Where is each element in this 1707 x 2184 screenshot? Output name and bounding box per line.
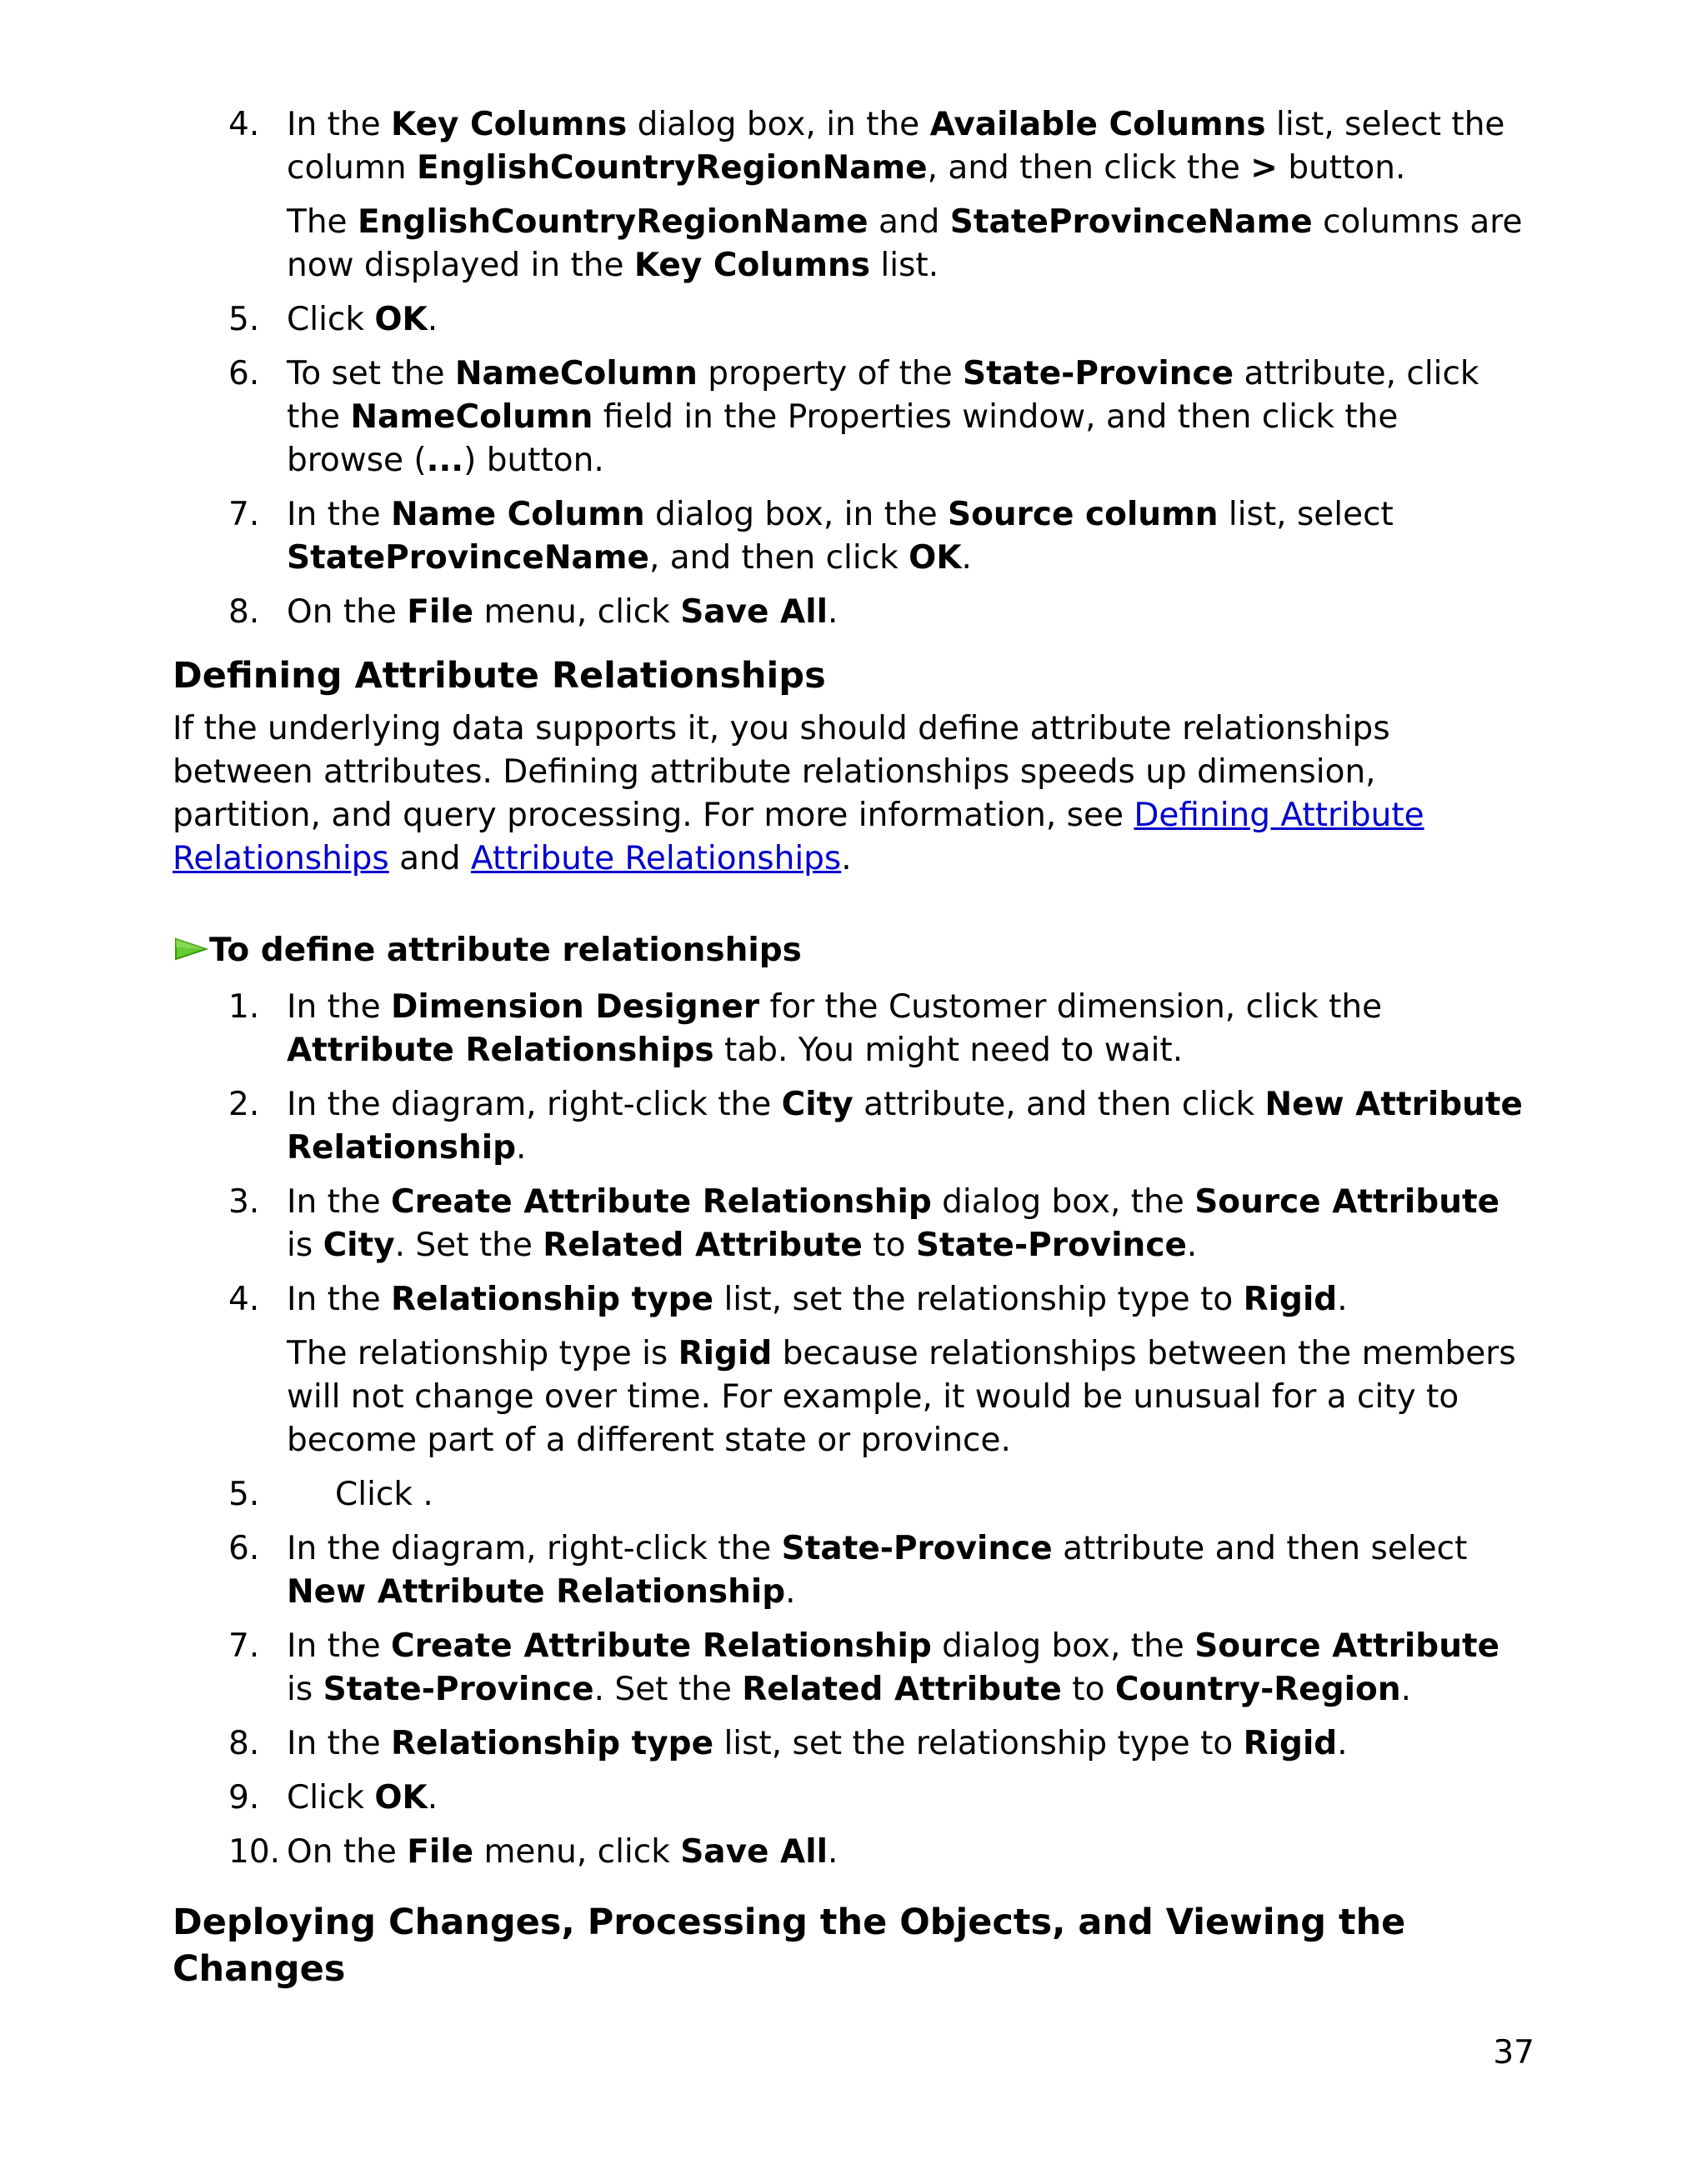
note-bold: Rigid: [678, 1335, 773, 1372]
step-text: .: [427, 301, 438, 338]
step-bold: File: [407, 1833, 474, 1871]
step-bold: Name Column: [391, 496, 645, 533]
step-number: 4.: [228, 106, 260, 143]
step-bold: City: [323, 1227, 395, 1264]
step-bold: Source column: [948, 496, 1219, 533]
step-number: 4.: [228, 1281, 260, 1318]
step-text: In the diagram, right-click the: [287, 1530, 782, 1567]
step-bold: New Attribute Relationship: [287, 1573, 786, 1611]
step-bold: Rigid: [1243, 1725, 1338, 1762]
para-text: and: [388, 840, 471, 877]
step-bold: Create Attribute Relationship: [391, 1183, 932, 1221]
step-bold: Create Attribute Relationship: [391, 1627, 932, 1665]
step-bold: Rigid: [1243, 1281, 1338, 1318]
step-5: [173, 298, 1523, 342]
step-text: dialog box, in the: [644, 496, 948, 533]
step-3: [173, 1181, 1523, 1267]
step-text: dialog box, the: [931, 1183, 1195, 1221]
step-text: attribute, click the: [287, 355, 1479, 436]
step-text: .: [827, 1833, 838, 1871]
step-text: In the: [287, 1627, 392, 1665]
step-number: 8.: [228, 1725, 260, 1762]
step-text: dialog box, in the: [627, 106, 930, 143]
step-bold: State-Province: [323, 1671, 594, 1708]
link-defining-attribute-relationships[interactable]: Defining Attribute Relationships: [173, 797, 1424, 877]
step-text: attribute, and then click: [853, 1086, 1265, 1123]
note-text: The: [287, 203, 358, 241]
para-text: If the underlying data supports it, you should define attribute relationships between attributes. Defining attribute relationships speeds up dimension, partition, and query processing. For more information, see: [173, 710, 1390, 834]
step-text: list, select: [1218, 496, 1394, 533]
note-bold: EnglishCountryRegionName: [357, 203, 869, 241]
step-text: Click: [287, 301, 375, 338]
step-number: 6.: [228, 355, 260, 392]
step-bold: State-Province: [781, 1530, 1053, 1567]
step-6b: [173, 1527, 1523, 1614]
step-8b: [173, 1722, 1523, 1766]
step-text: menu, click: [473, 593, 681, 631]
step-number: 1.: [228, 988, 260, 1026]
step-bold: Save All: [680, 593, 828, 631]
step-4: [173, 103, 1523, 190]
step-number: 5.: [228, 1476, 260, 1513]
step-text: , and then click the: [927, 149, 1251, 187]
step-1: [173, 986, 1523, 1072]
note-bold: Key Columns: [633, 247, 871, 284]
note-text: The relationship type is: [287, 1335, 678, 1372]
step-bold: EnglishCountryRegionName: [416, 149, 928, 187]
step-text: .: [785, 1573, 796, 1611]
note-text: list.: [870, 247, 939, 284]
step-bold: Related Attribute: [543, 1227, 863, 1264]
step-bold: StateProvinceName: [287, 539, 649, 577]
step-10b: [173, 1831, 1523, 1874]
step-number: 2.: [228, 1086, 260, 1123]
step-7: [173, 493, 1523, 580]
step-5b: [173, 1473, 1523, 1517]
step-text: dialog box, the: [931, 1627, 1195, 1665]
step-text: field in the Properties window, and then click the browse (: [287, 398, 1399, 479]
step-bold: Save All: [680, 1833, 828, 1871]
procedure-title-text: To define attribute relationships: [209, 932, 802, 969]
step-text: attribute and then select: [1052, 1530, 1468, 1567]
step-text: .: [427, 1779, 438, 1817]
step-2: [173, 1083, 1523, 1170]
step-bold: City: [781, 1086, 854, 1123]
step-4b: [173, 1278, 1523, 1322]
step-4-note: [287, 201, 1523, 287]
step-text: to: [1061, 1671, 1115, 1708]
step-bold: State-Province: [963, 355, 1234, 392]
step-text: list, set the relationship type to: [713, 1725, 1244, 1762]
note-text: and: [868, 203, 950, 241]
step-bold: Source Attribute: [1194, 1627, 1500, 1665]
arrow-right-icon: [173, 936, 209, 966]
step-text: .: [1186, 1227, 1198, 1264]
step-text: On the: [287, 1833, 408, 1871]
section-heading: Defining Attribute Relationships: [173, 655, 826, 697]
step-text: In the: [287, 1183, 392, 1221]
step-bold: OK: [374, 1779, 428, 1817]
steps-list-1: [173, 103, 1523, 634]
step-9b: [173, 1777, 1523, 1820]
step-number: 9.: [228, 1779, 260, 1817]
step-bold: OK: [374, 301, 428, 338]
step-text: In the diagram, right-click the: [287, 1086, 782, 1123]
note-text: columns are now displayed in the: [287, 203, 1523, 284]
step-bold: ...: [426, 442, 464, 479]
step-bold: Related Attribute: [742, 1671, 1062, 1708]
step-text: button.: [1277, 149, 1406, 187]
step-text: .: [827, 593, 838, 631]
step-text: list, set the relationship type to: [713, 1281, 1244, 1318]
step-text: list, select the column: [287, 106, 1505, 187]
steps-list-2: [173, 986, 1523, 1874]
step-text: .: [1337, 1725, 1348, 1762]
step-number: 7.: [228, 496, 260, 533]
intro-paragraph: [173, 707, 1523, 881]
step-4b-note: [287, 1332, 1523, 1462]
step-bold: New Attribute Relationship: [287, 1086, 1523, 1167]
step-text: tab. You might need to wait.: [713, 1032, 1184, 1069]
step-text: In the: [287, 1281, 392, 1318]
step-text: To set the: [287, 355, 455, 392]
step-text: In the: [287, 988, 392, 1026]
step-text: In the: [287, 106, 392, 143]
page-number: 37: [1493, 2034, 1534, 2072]
step-bold: Attribute Relationships: [287, 1032, 714, 1069]
step-bold: Dimension Designer: [391, 988, 760, 1026]
note-bold: StateProvinceName: [949, 203, 1313, 241]
step-6: [173, 352, 1523, 482]
step-text: .: [1400, 1671, 1412, 1708]
step-text: On the: [287, 593, 408, 631]
step-text: .: [1337, 1281, 1348, 1318]
step-bold: OK: [909, 539, 962, 577]
step-bold: Relationship type: [391, 1281, 714, 1318]
step-text: , and then click: [648, 539, 909, 577]
step-text: . Set the: [394, 1227, 543, 1264]
step-number: 6.: [228, 1530, 260, 1567]
step-number: 10.: [228, 1833, 281, 1871]
step-bold: State-Province: [915, 1227, 1187, 1264]
step-7b: [173, 1625, 1523, 1712]
step-text: for the Customer dimension, click the: [759, 988, 1383, 1026]
step-bold: File: [407, 593, 474, 631]
step-bold: NameColumn: [350, 398, 593, 436]
step-text: property of the: [697, 355, 963, 392]
step-text: ) button.: [463, 442, 604, 479]
step-text: . Set the: [593, 1671, 743, 1708]
document-page: [173, 103, 1523, 2001]
step-bold: Key Columns: [391, 106, 628, 143]
step-bold: Relationship type: [391, 1725, 714, 1762]
step-text: Click: [287, 1779, 375, 1817]
step-bold: NameColumn: [454, 355, 698, 392]
procedure-title: [173, 929, 1523, 972]
step-number: 8.: [228, 593, 260, 631]
step-text: .: [961, 539, 972, 577]
step-text: is: [287, 1671, 323, 1708]
step-number: 5.: [228, 301, 260, 338]
note-text: because relationships between the members will not change over time. For example, it would be unusual for a city to become part of a different state or province.: [287, 1335, 1516, 1459]
step-text: .: [516, 1129, 527, 1167]
step-bold: Country-Region: [1114, 1671, 1401, 1708]
para-text: .: [841, 840, 852, 877]
step-8: [173, 591, 1523, 634]
step-number: 3.: [228, 1183, 260, 1221]
link-attribute-relationships[interactable]: Attribute Relationships: [470, 840, 842, 877]
step-text: is: [287, 1227, 323, 1264]
step-text: In the: [287, 496, 392, 533]
section-heading-deploying: Deploying Changes, Processing the Objects, and Viewing the Changes: [173, 1902, 1406, 1990]
step-text: In the: [287, 1725, 392, 1762]
step-bold: >: [1250, 149, 1278, 187]
step-text: menu, click: [473, 1833, 681, 1871]
step-text: to: [862, 1227, 916, 1264]
step-text: Click .: [335, 1476, 433, 1513]
step-number: 7.: [228, 1627, 260, 1665]
step-bold: Available Columns: [929, 106, 1266, 143]
step-bold: Source Attribute: [1194, 1183, 1500, 1221]
